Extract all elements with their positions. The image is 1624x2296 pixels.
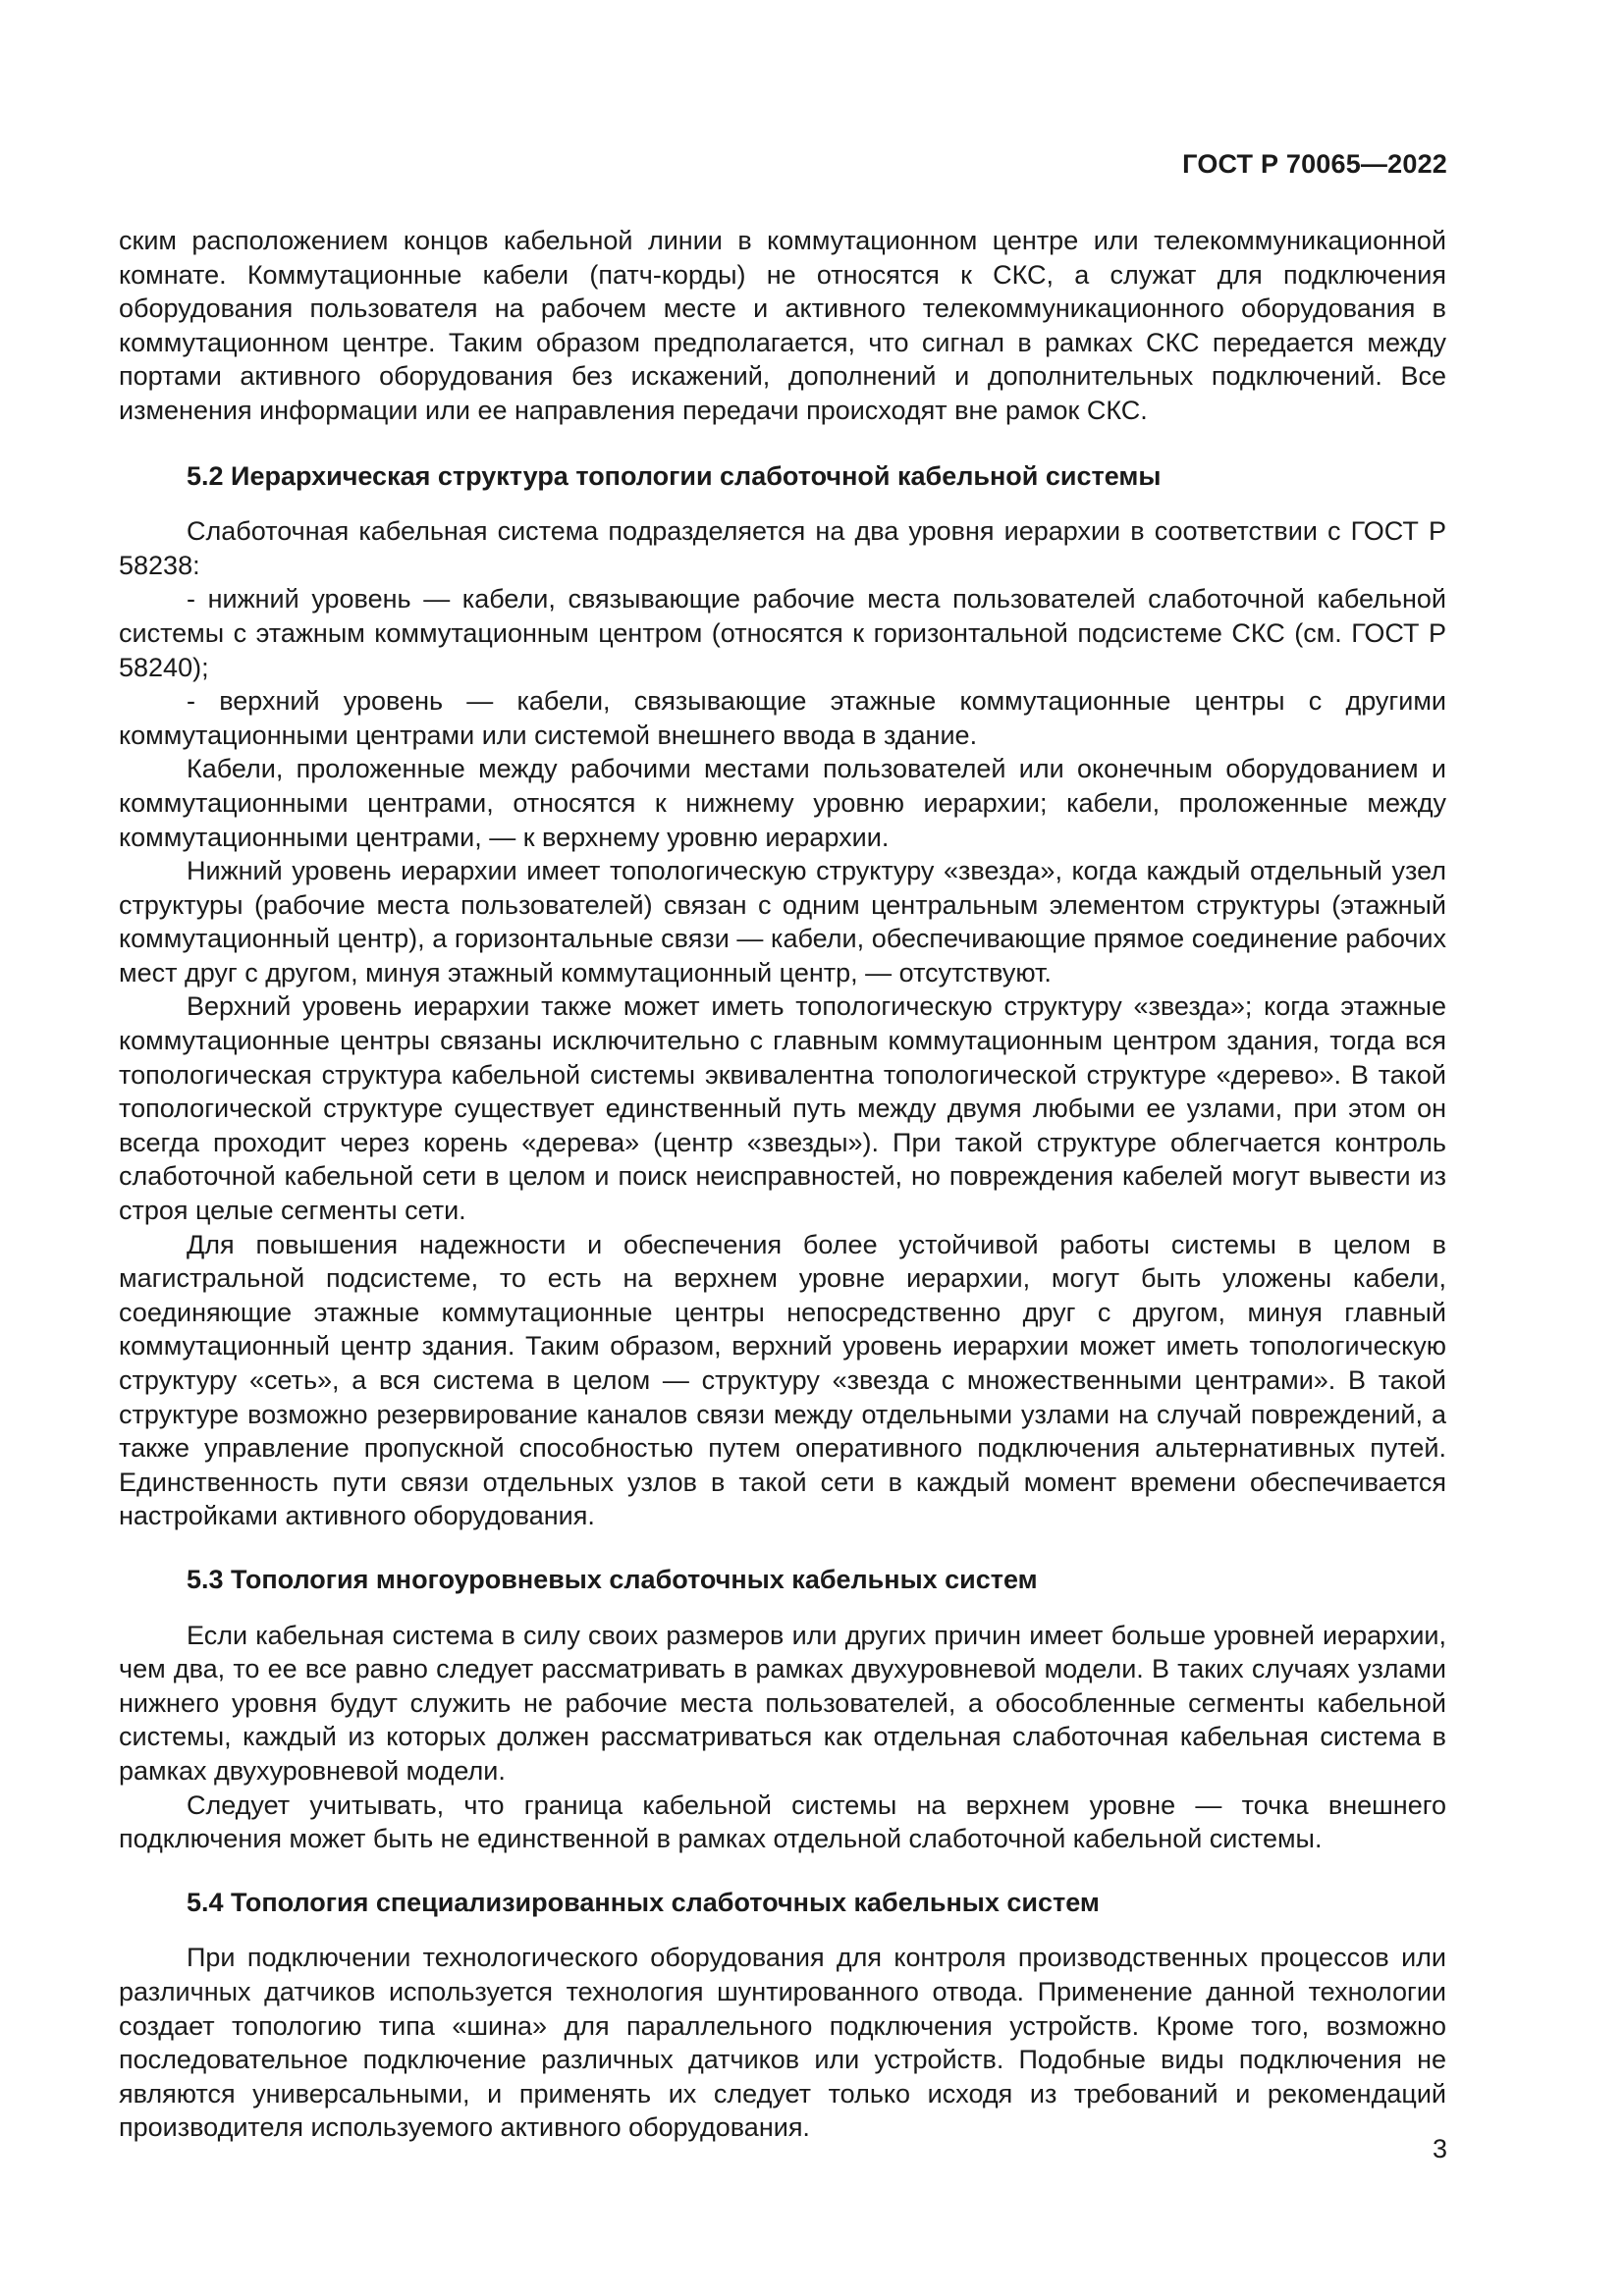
- section-5-4-paragraph-1: При подключении технологического оборудования для контроля производственных процессов или различных датчиков используется технология шунтированного отвода. Применение данной технологии создает топологию типа «шина» для параллельного подключения устройств. Кроме того, возможно последовательное подключение различных датчиков или устройств. Подобные виды подключения не являются универсальными, и применять их следует только исходя из требований и рекомендаций производителя используемого активного оборудования.: [119, 1943, 1446, 2143]
- section-5-3-paragraph-2: Следует учитывать, что граница кабельной системы на верхнем уровне — точка внешнего подключения может быть не единственной в рамках отдельной слаботочной кабельной системы.: [119, 1789, 1446, 1854]
- intro-paragraph: ским расположением концов кабельной линии в коммутационном центре или телекоммуникационной комнате. Коммутационные кабели (патч-корды) не относятся к СКС, а служат для подключения оборудования пользователя на рабочем месте и активного телекоммуникационного оборудования в коммутационном центре. Таким образом предполагается, что сигнал в рамках СКС передается между портами активного оборудования без искажений, дополнений и дополнительных подключений. Все изменения информации или ее направления передачи происходят вне рамок СКС.: [119, 226, 1446, 425]
- section-5-2-paragraph-3: Нижний уровень иерархии имеет топологическую структуру «звезда», когда каждый отдельный узел структуры (рабочие места пользователей) связан с одним центральным элементом структуры (этажный коммутационный центр), а горизонтальные связи — кабели, обеспечивающие прямое соединение рабочих мест друг с другом, минуя этажный коммутационный центр, — отсутствуют.: [119, 856, 1446, 988]
- section-5-2-list-item-2: - верхний уровень — кабели, связывающие этажные коммутационные центры с другими коммутационными центрами или системой внешнего ввода в здание.: [119, 686, 1446, 750]
- section-5-2-paragraph-5: Для повышения надежности и обеспечения более устойчивой работы системы в целом в магистральной подсистеме, то есть на верхнем уровне иерархии, могут быть уложены кабели, соединяющие этажные коммутационные центры непосредственно друг с другом, минуя главный коммутационный центр здания. Таким образом, верхний уровень иерархии может иметь топологическую структуру «сеть», а вся система в целом — структуру «звезда с множественными центрами». В такой структуре возможно резервирование каналов связи между отдельными узлами на случай повреждений, а также управление пропускной способностью путем оперативного подключения альтернативных путей. Единственность пути связи отдельных узлов в такой сети в каждый момент времени обеспечивается настройками активного оборудования.: [119, 1229, 1446, 1531]
- section-5-3-paragraph-1: Если кабельная система в силу своих размеров или других причин имеет больше уровней иерархии, чем два, то ее все равно следует рассматривать в рамках двухуровневой модели. В таких случаях узлами нижнего уровня будут служить не рабочие места пользователей, а обособленные сегменты кабельной системы, каждый из которых должен рассматриваться как отдельная слаботочная кабельная система в рамках двухуровневой модели.: [119, 1620, 1446, 1786]
- document-body: [119, 224, 1446, 2145]
- section-5-2-heading: 5.2 Иерархическая структура топологии слаботочной кабельной системы: [187, 460, 1162, 491]
- section-5-2-paragraph-1: Слаботочная кабельная система подразделяется на два уровня иерархии в соответствии с ГОСТ Р 58238:: [119, 516, 1446, 580]
- section-5-2-paragraph-2: Кабели, проложенные между рабочими местами пользователей или оконечным оборудованием и коммутационными центрами, относятся к нижнему уровню иерархии; кабели, проложенные между коммутационными центрами, — к верхнему уровню иерархии.: [119, 754, 1446, 852]
- page-number: 3: [1432, 2134, 1447, 2163]
- section-5-4-heading: 5.4 Топология специализированных слаботочных кабельных систем: [187, 1887, 1100, 1917]
- section-5-3-heading: 5.3 Топология многоуровневых слаботочных кабельных систем: [187, 1564, 1038, 1594]
- section-5-2-list-item-1: - нижний уровень — кабели, связывающие рабочие места пользователей слаботочной кабельной системы с этажным коммутационным центром (относятся к горизонтальной подсистеме СКС (см. ГОСТ Р 58240);: [119, 584, 1446, 682]
- document-standard-id: ГОСТ Р 70065—2022: [1182, 149, 1447, 179]
- section-5-2-paragraph-4: Верхний уровень иерархии также может иметь топологическую структуру «звезда»; когда этажные коммутационные центры связаны исключительно с главным коммутационным центром здания, тогда вся топологическая структура кабельной системы эквивалентна топологической структуре «дерево». В такой топологической структуре существует единственный путь между двумя любыми ее узлами, при этом он всегда проходит через корень «дерева» (центр «звезды»). При такой структуре облегчается контроль слаботочной кабельной сети в целом и поиск неисправностей, но повреждения кабелей могут вывести из строя целые сегменты сети.: [119, 991, 1446, 1226]
